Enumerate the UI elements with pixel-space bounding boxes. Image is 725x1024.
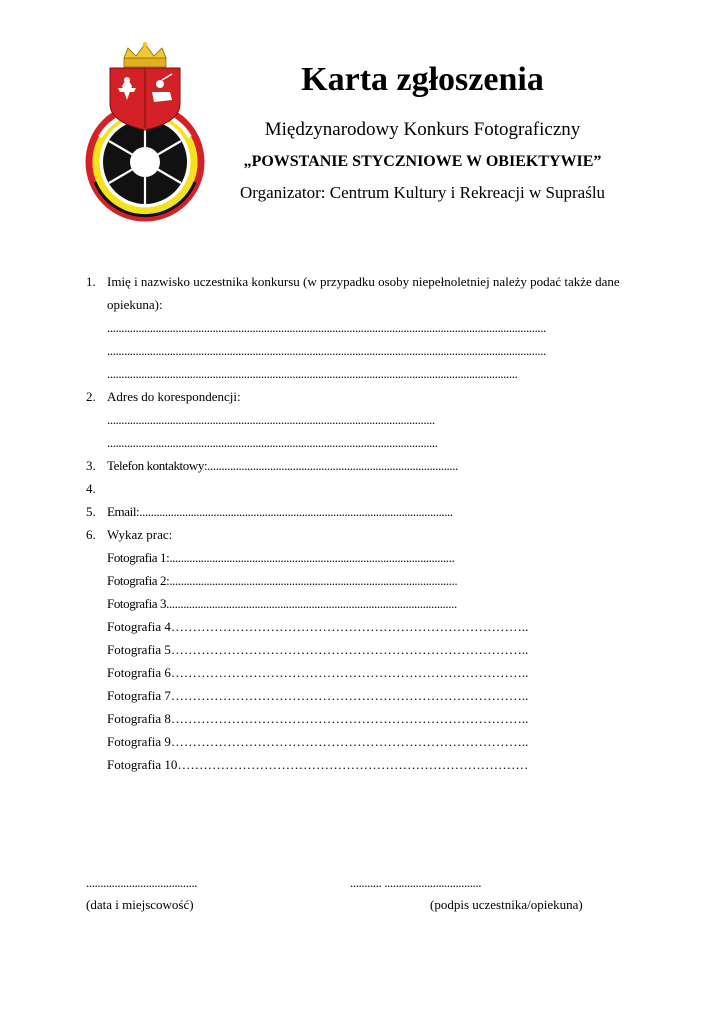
date-place-label: (data i miejscowość) (86, 897, 194, 912)
photo-entry[interactable]: Fotografia 9……………………………………………………………………….. (107, 734, 529, 749)
photo-entry[interactable]: Fotografia 4……………………………………………………………………….. (107, 619, 529, 634)
item-1-continued: opiekuna): (107, 297, 163, 312)
item-number: 4. (86, 481, 96, 496)
email-field[interactable]: Email:.............................................................................................................. (107, 504, 453, 519)
item-6 (86, 523, 656, 546)
address-field-line[interactable]: .................................................................................................................... (107, 435, 438, 450)
contest-type: Międzynarodowy Konkurs Fotograficzny (264, 119, 581, 140)
photo-entry[interactable]: Fotografia 1:.................................................................................................... (107, 550, 455, 565)
photo-entry[interactable]: Fotografia 2:..................................................................................................... (107, 573, 458, 588)
item-number: 5. (86, 504, 96, 519)
organizer: Organizator: Centrum Kultury i Rekreacji w Supraślu (239, 183, 606, 202)
item-number: 2. (86, 389, 96, 404)
name-field-line[interactable]: .......................................................................................................................................................... (107, 320, 546, 335)
item-2 (86, 385, 656, 408)
item-label: Adres do korespondencji: (107, 389, 241, 404)
contest-emblem-icon (80, 42, 210, 222)
name-field-line[interactable]: .......................................................................................................................................................... (107, 343, 546, 358)
photo-entry[interactable]: Fotografia 7……………………………………………………………………….. (107, 688, 529, 703)
application-form (86, 270, 656, 776)
photo-entry[interactable]: Fotografia 3...................................................................................................... (107, 596, 457, 611)
crown-icon (124, 42, 166, 67)
phone-field[interactable]: Telefon kontaktowy:........................................................................................ (107, 458, 458, 473)
address-field-line[interactable]: ................................................................................................................... (107, 412, 435, 427)
item-1 (86, 270, 656, 293)
form-title: Karta zgłoszenia (301, 61, 544, 98)
contest-name: „POWSTANIE STYCZNIOWE W OBIEKTYWIE” (243, 153, 602, 170)
date-place-field[interactable]: ....................................... (86, 875, 198, 890)
photo-entry[interactable]: Fotografia 6……………………………………………………………………….. (107, 665, 529, 680)
coat-of-arms-icon (110, 68, 180, 130)
item-label: Imię i nazwisko uczestnika konkursu (w przypadku osoby niepełnoletniej należy podać także dane (107, 274, 620, 289)
photo-entry[interactable]: Fotografia 5……………………………………………………………………….. (107, 642, 529, 657)
item-number: 6. (86, 527, 96, 542)
photo-entry[interactable]: Fotografia 8……………………………………………………………………….. (107, 711, 529, 726)
item-3[interactable] (86, 454, 656, 477)
signature-field[interactable]: ........... .................................. (350, 875, 482, 890)
item-label: Wykaz prac: (107, 527, 173, 542)
photo-entry[interactable]: Fotografia 10……………………………………………………………………… (107, 757, 529, 772)
item-number: 1. (86, 274, 96, 289)
item-number: 3. (86, 458, 96, 473)
item-4 (86, 477, 656, 500)
name-field-line[interactable]: ................................................................................................................................................ (107, 366, 518, 381)
signature-label: (podpis uczestnika/opiekuna) (430, 897, 583, 912)
item-5[interactable] (86, 500, 656, 523)
